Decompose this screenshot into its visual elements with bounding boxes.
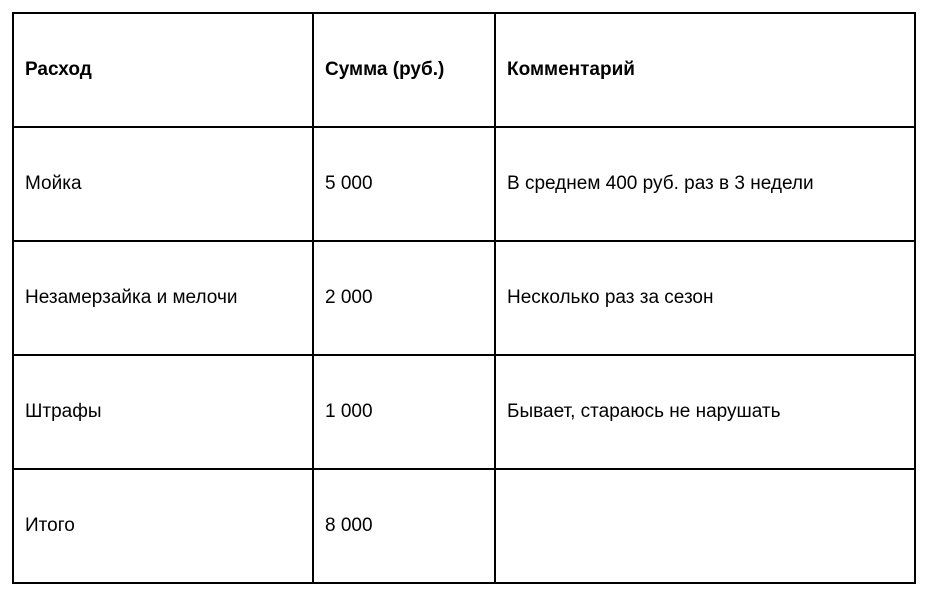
table-header-row xyxy=(13,13,915,127)
expenses-table-container xyxy=(12,12,916,584)
header-amount: Сумма (руб.) xyxy=(313,13,495,127)
header-expense: Расход xyxy=(13,13,313,127)
table-row xyxy=(13,241,915,355)
cell-comment: Бывает, стараюсь не нарушать xyxy=(495,355,915,469)
cell-comment: В среднем 400 руб. раз в 3 недели xyxy=(495,127,915,241)
table-row xyxy=(13,355,915,469)
header-comment: Комментарий xyxy=(495,13,915,127)
table-row-total xyxy=(13,469,915,583)
cell-total-comment xyxy=(495,469,915,583)
cell-expense: Незамерзайка и мелочи xyxy=(13,241,313,355)
cell-total-amount: 8 000 xyxy=(313,469,495,583)
cell-amount: 1 000 xyxy=(313,355,495,469)
cell-amount: 5 000 xyxy=(313,127,495,241)
cell-expense: Мойка xyxy=(13,127,313,241)
cell-expense: Штрафы xyxy=(13,355,313,469)
expenses-table xyxy=(12,12,916,584)
cell-comment: Несколько раз за сезон xyxy=(495,241,915,355)
cell-total-label: Итого xyxy=(13,469,313,583)
table-row xyxy=(13,127,915,241)
cell-amount: 2 000 xyxy=(313,241,495,355)
